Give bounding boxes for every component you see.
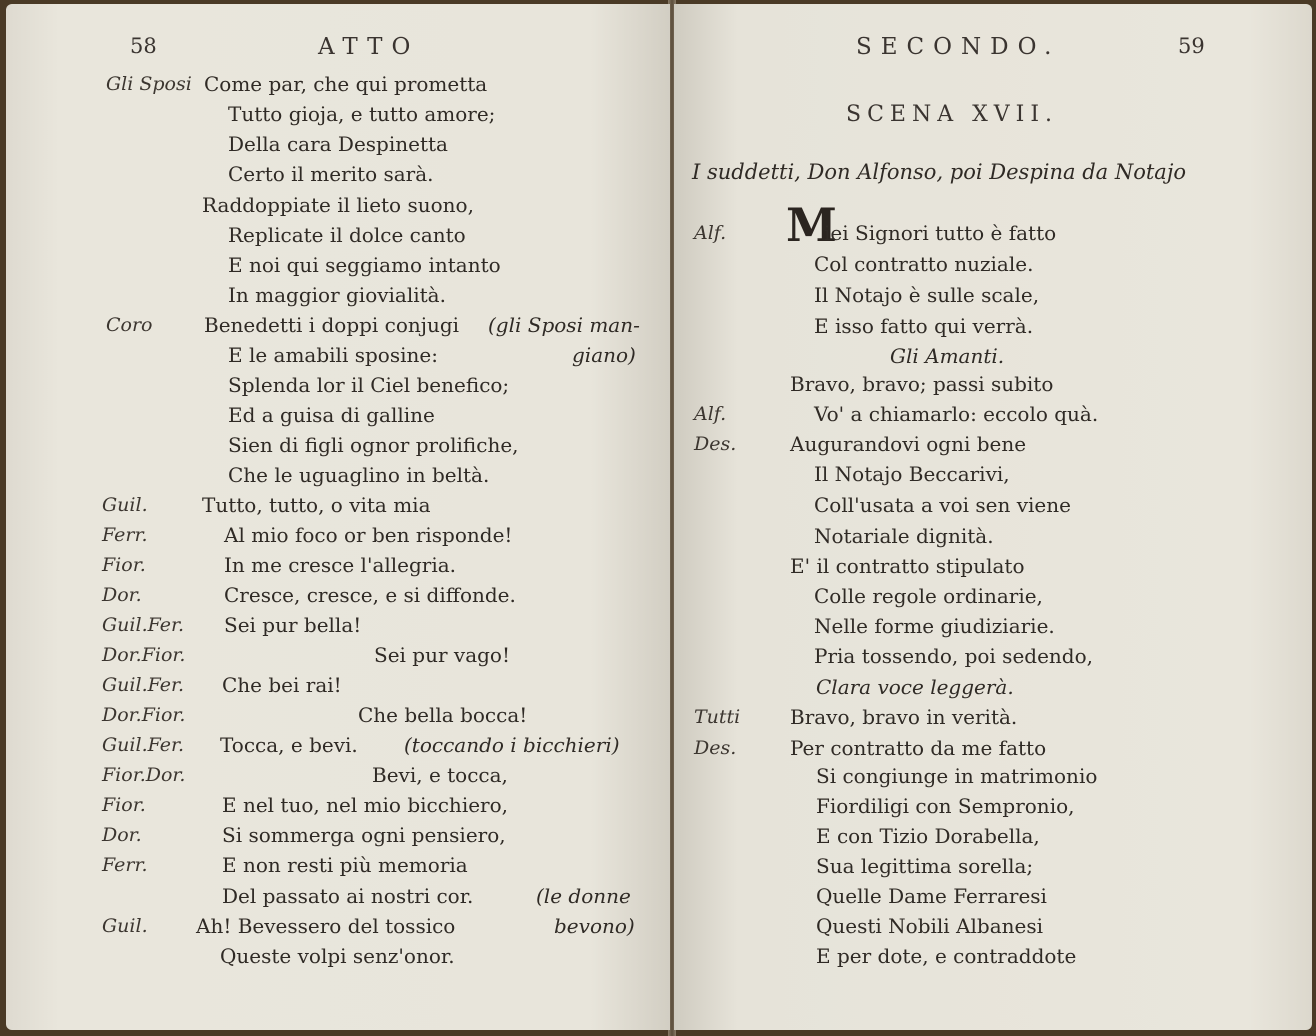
speaker-label: Alf.	[694, 403, 727, 425]
page-number-right: 59	[1178, 34, 1205, 58]
verse-line: Raddoppiate il lieto suono,	[202, 193, 474, 217]
speaker-label: Fior.	[102, 554, 146, 576]
speaker-heading: Gli Amanti.	[890, 344, 1005, 368]
speaker-label: Guil.Fer.	[102, 614, 185, 636]
verse-line: Sua legittima sorella;	[816, 854, 1034, 878]
verse-line: Bravo, bravo; passi subito	[790, 372, 1054, 396]
page-number-left: 58	[130, 34, 157, 58]
verse-line: E nel tuo, nel mio bicchiero,	[222, 793, 509, 817]
verse-line: E le amabili sposine:	[228, 343, 438, 367]
verse-line: Notariale dignità.	[814, 524, 994, 548]
stage-direction: bevono)	[554, 914, 635, 938]
verse-line: Sei pur bella!	[224, 613, 362, 637]
running-head-right: SECONDO.	[856, 34, 1061, 60]
verse-line: Colle regole ordinarie,	[814, 584, 1043, 608]
verse-line: Bevi, e tocca,	[372, 763, 508, 787]
verse-line: Cresce, cresce, e si diffonde.	[224, 583, 516, 607]
verse-line: Ed a guisa di galline	[228, 403, 435, 427]
drop-cap: M	[786, 198, 837, 252]
verse-line: In maggior giovialità.	[228, 283, 446, 307]
speaker-label: Dor.Fior.	[102, 704, 186, 726]
speaker-label: Dor.	[102, 584, 142, 606]
speaker-label: Dor.Fior.	[102, 644, 186, 666]
verse-line: Il Notajo Beccarivi,	[814, 462, 1010, 486]
speaker-label: Ferr.	[102, 524, 148, 546]
speaker-label: Ferr.	[102, 854, 148, 876]
speaker-label: Coro	[106, 314, 153, 336]
verse-line: E con Tizio Dorabella,	[816, 824, 1040, 848]
verse-line: Splenda lor il Ciel benefico;	[228, 373, 510, 397]
verse-line: Questi Nobili Albanesi	[816, 914, 1044, 938]
running-head-left: ATTO	[318, 34, 420, 60]
verse-line: Clara voce leggerà.	[816, 675, 1014, 699]
verse-line: Come par, che qui prometta	[204, 72, 488, 96]
right-page	[674, 4, 1312, 1030]
verse-line: Si sommerga ogni pensiero,	[222, 823, 506, 847]
verse-line: Per contratto da me fatto	[790, 736, 1047, 760]
speaker-label: Alf.	[694, 222, 727, 244]
verse-line: Certo il merito sarà.	[228, 162, 434, 186]
verse-line: Augurandovi ogni bene	[790, 432, 1027, 456]
speaker-label: Des.	[694, 433, 737, 455]
verse-line: Che bei rai!	[222, 673, 342, 697]
verse-line: E per dote, e contraddote	[816, 944, 1077, 968]
verse-line: Bravo, bravo in verità.	[790, 705, 1018, 729]
verse-line: Che bella bocca!	[358, 703, 528, 727]
verse-line: E' il contratto stipulato	[790, 554, 1025, 578]
speaker-label: Tutti	[694, 706, 741, 728]
stage-direction: (gli Sposi man-	[488, 313, 640, 337]
speaker-label: Des.	[694, 737, 737, 759]
verse-line: Tocca, e bevi.	[220, 733, 358, 757]
scene-caption: I suddetti, Don Alfonso, poi Despina da Notajo	[692, 160, 1186, 184]
stage-direction: (toccando i bicchieri)	[404, 733, 620, 757]
verse-line: Si congiunge in matrimonio	[816, 764, 1098, 788]
speaker-label: Guil.Fer.	[102, 674, 185, 696]
verse-line: iei Signori tutto è fatto	[824, 221, 1057, 245]
verse-line: Tutto gioja, e tutto amore;	[228, 102, 496, 126]
verse-line: E noi qui seggiamo intanto	[228, 253, 501, 277]
scene-title: SCENA XVII.	[846, 102, 1059, 127]
verse-line: Col contratto nuziale.	[814, 252, 1034, 276]
stage-direction: giano)	[572, 343, 636, 367]
verse-line: Coll'usata a voi sen viene	[814, 493, 1071, 517]
speaker-label: Gli Sposi	[106, 73, 192, 95]
speaker-label: Dor.	[102, 824, 142, 846]
verse-line: Queste volpi senz'onor.	[220, 944, 455, 968]
verse-line: Sei pur vago!	[374, 643, 510, 667]
verse-line: Sien di figli ognor prolifiche,	[228, 433, 519, 457]
verse-line: Vo' a chiamarlo: eccolo quà.	[814, 402, 1099, 426]
verse-line: Benedetti i doppi conjugi	[204, 313, 460, 337]
stage-direction: (le donne	[536, 884, 631, 908]
verse-line: In me cresce l'allegria.	[224, 553, 457, 577]
left-page	[6, 4, 670, 1030]
speaker-label: Guil.	[102, 494, 148, 516]
speaker-label: Guil.Fer.	[102, 734, 185, 756]
verse-line: Della cara Despinetta	[228, 132, 448, 156]
speaker-label: Guil.	[102, 915, 148, 937]
verse-line: Che le uguaglino in beltà.	[228, 463, 490, 487]
verse-line: E isso fatto qui verrà.	[814, 314, 1034, 338]
verse-line: Nelle forme giudiziarie.	[814, 614, 1055, 638]
verse-line: Al mio foco or ben risponde!	[224, 523, 513, 547]
speaker-label: Fior.Dor.	[102, 764, 186, 786]
verse-line: E non resti più memoria	[222, 853, 468, 877]
verse-line: Ah! Bevessero del tossico	[196, 914, 456, 938]
verse-line: Tutto, tutto, o vita mia	[202, 493, 431, 517]
verse-line: Del passato ai nostri cor.	[222, 884, 474, 908]
speaker-label: Fior.	[102, 794, 146, 816]
verse-line: Replicate il dolce canto	[228, 223, 466, 247]
verse-line: Pria tossendo, poi sedendo,	[814, 644, 1093, 668]
verse-line: Il Notajo è sulle scale,	[814, 283, 1040, 307]
verse-line: Quelle Dame Ferraresi	[816, 884, 1047, 908]
verse-line: Fiordiligi con Sempronio,	[816, 794, 1075, 818]
